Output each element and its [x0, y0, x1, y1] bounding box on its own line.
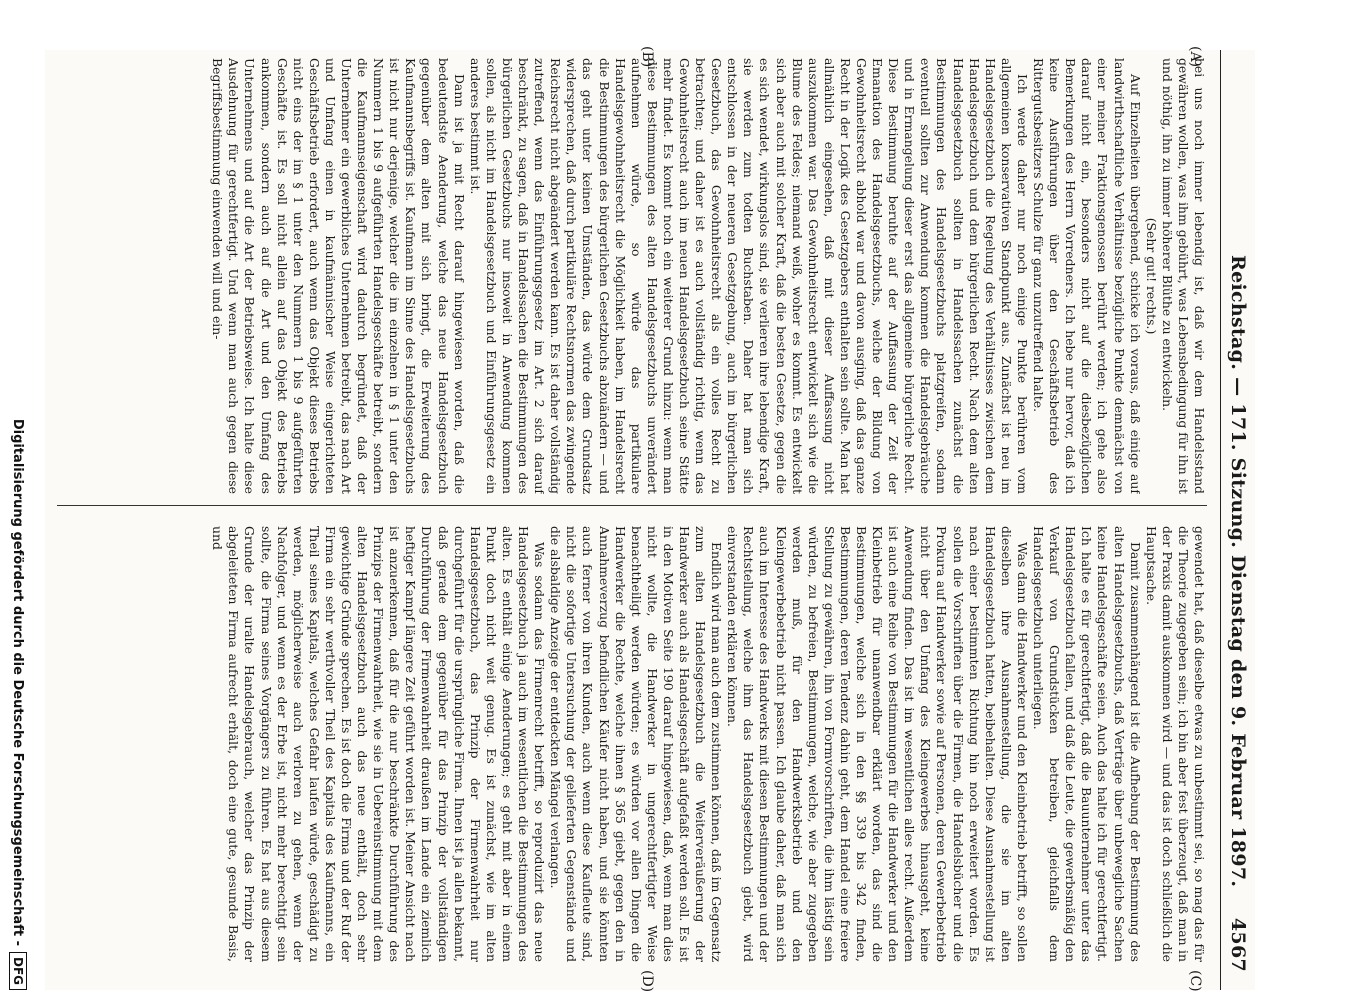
interjection: (Sehr gut! rechts.) [1143, 217, 1159, 335]
paragraph: Ich werde daher nur noch einige Punkte berühren vom allgemeinen konservativen Standpunkt aus. Zunächst ist neu im Handelsgesetzbuch die Regelung des Verhältnisses zwischen dem Handelsgesetzbuch und dem bürgerlichen Recht. Nach dem alten Handelsgesetzbuch sollten in Handelssachen zunächst die Bestimmungen des Handelsgesetzbuchs platzgreifen, sodann eventuell sollten zur Anwendung kommen die Handelsgebräuche und in Ermangelung dieser erst das allgemeine bürgerliche Recht. Diese Bestimmung beruhte auf der Auffassung der Zeit der Emanation des Handelsgesetzbuchs, welche der Bildung von Gewohnheitsrecht abhold war und davon ausging, daß das ganze Recht in der Logik des Gesetzgebers enthalten sein sollte. Man hat allmählich eingesehen, daß mit dieser Auffassung nicht auszukommen war. Das Gewohnheitsrecht entwickelt sich wie die Blume des Feldes; niemand weiß, woher es kommt. Es entwickelt sich aber auch mit solcher Kraft, daß die besten Gesetze, gegen die es sich wendet, wirkungslos sind, sie verlieren ihre lebendige Kraft, sie werden zum todten Buchstaben. Daher hat man sich entschlossen in der neueren Gesetzgebung, auch im bürgerlichen Gesetzbuch, das Gewohnheitsrecht als ein volles Recht zu betrachten; und daher ist es auch vollständig richtig, wenn das Gewohnheitsrecht auch im neuen Handelsgesetzbuch seine Stätte mehr findet. Es kommt noch ein weiterer Grund hinzu: wenn man diese Bestimmungen des alten Handelsgesetzbuchs unverändert aufnehmen würde, so würde das partikulare Handelsgewohnheitsrecht die Möglichkeit haben, im Handelsrecht die Bestimmungen des bürgerlichen Gesetzbuchs abzuändern — und das geht unter keinen Umständen, das würde dem Grundsatz widersprechen, daß durch partikuläre Rechtsnormen das zwingende Reichsrecht nicht abgeändert werden kann. Es ist daher vollständig zutreffend, wenn das Einführungsgesetz im Art. 2 sich darauf beschränkt, zu sagen, daß in Handelssachen die Bestimmungen des bürgerlichen Gesetzbuchs nur insoweit in Anwendung kommen sollen, als nicht im Handelsgesetzbuch und Einführungsgesetz ein anderes bestimmt ist. [467, 58, 1030, 494]
margin-mark-b: (B) [639, 46, 655, 68]
margin-mark-a: (A) [1187, 46, 1203, 68]
right-text-column [57, 526, 1207, 962]
rotated-page-content [45, 46, 1255, 993]
margin-mark-c: (C) [1187, 970, 1203, 992]
paragraph: Damit zusammenhängend ist die Aufhebung der Bestimmung des alten Handelsgesetzbuchs, daß Verträge über unbewegliche Sachen keine Handelsgeschäfte seien. Auch das halte ich für gerechtfertigt. Ich halte es für gerechtfertigt, daß die Bauunternehmer unter das Handelsgesetzbuch fallen, und daß die Leute, die gewerbsmäßig den Verkauf von Grundstücken betreiben, gleichfalls dem Handelsgesetzbuch unterliegen. [1031, 526, 1143, 962]
page-number: 4567 [1227, 917, 1249, 972]
column-divider [57, 505, 1207, 506]
paragraph: Was sodann das Firmenrecht betrifft, so reproduzirt das neue Handelsgesetzbuch ja auch im wesentlichen die Bestimmungen des alten. Es enthält einige Aenderungen; es geht mit aber in einem Punkt doch nicht weit genug. Es ist zunächst, wie im alten Handelsgesetzbuch, das Prinzip der Firmenwahrheit nur durchgeführt für die ursprüngliche Firma. Ihnen ist ja allen bekannt, daß gerade dem gegenüber für das Prinzip der vollständigen Durchführung der Firmenwahrheit draußen im Lande ein ziemlich heftiger Kampf längere Zeit geführt worden ist. Meiner Ansicht nach ist anzuerkennen, daß für die nur beschränkte Durchführung des Prinzips der Firmenwahrheit, wie sie in Uebereinstimmung mit dem alten Handelsgesetzbuch auch das neue enthält, doch sehr gewichtige Gründe sprechen. Es ist doch die Firma und der Ruf der Firma ein sehr werthvoller Theil des Kapitals des Kaufmanns, ein Theil seines Kapitals, welches Gefahr laufen würde, geschädigt zu werden, möglicherweise auch verloren zu gehen, wenn der Nachfolger, und wenn es der Erbe ist, nicht mehr berechtigt sein sollte, die Firma seines Vorgängers zu führen. Es hat aus diesem Grunde der uralte Handelsgebrauch, welcher das Prinzip der abgeleiteten Firma aufrecht erhält, doch eine gute, gesunde Basis, und [210, 526, 548, 962]
margin-mark-d: (D) [639, 970, 655, 993]
document-page [45, 46, 1255, 993]
dfg-logo: DFG [9, 952, 27, 990]
header-title: Reichstag. — 171. Sitzung. Dienstag den 9. Februar 1897. [1227, 255, 1249, 888]
running-header [1220, 50, 1255, 990]
paragraph: Dann ist ja mit Recht darauf hingewiesen worden, daß die bedeutendste Aenderung, welche das neue Handelsgesetzbuch gegenüber dem alten mit sich bringt, die Erweiterung des Kaufmannsbegriffs ist. Kaufmann im Sinne des Handelsgesetzbuchs ist nicht nur derjenige, welcher die im einzelnen in § 1 unter den Nummern 1 bis 9 aufgeführten Handelsgeschäfte betreibt, sondern die Kaufmannseigenschaft wird dadurch begründet, daß der Unternehmer ein gewerbliches Unternehmen betreibt, das nach Art und Umfang einen in kaufmännischer Weise eingerichteten Geschäftsbetrieb erfordert, auch wenn das Objekt dieses Betriebs nicht eins der im § 1 unter den Nummern 1 bis 9 aufgeführten Geschäfte ist. Es soll nicht allein auf das Objekt des Betriebs ankommen, sondern auch auf die Art und den Umfang des Unternehmens und auf die Art der Betriebsweise. Ich halte diese Ausdehnung für gerechtfertigt. Und wenn man auch gegen diese Begriffsbestimmung einwenden will und ein- [210, 58, 467, 494]
left-text-column [57, 58, 1207, 494]
paragraph: bei uns noch immer lebendig ist, daß wir dem Handelsstand gewähren wollen, was ihm gebührt, was Lebensbedingung für ihn ist und nöthig, ihn zu immer höherer Blüthe zu entwickeln. [1159, 58, 1207, 494]
paragraph: gewendet hat, daß dieselbe etwas zu unbestimmt sei, so mag das für die Theorie zugegeben sein; ich bin aber fest überzeugt, daß man in der Praxis damit auskommen wird — und das ist doch schließlich die Hauptsache. [1143, 526, 1207, 962]
credit-text: Digitalisierung gefördert durch die Deutsche Forschungsgemeinschaft - [10, 418, 26, 946]
paragraph: Endlich wird man auch dem zustimmen können, daß im Gegensatz zum alten Handelsgesetzbuch die Weiterveräußerung der Handwerker auch als Handelsgeschäft aufgefaßt werden soll. Es ist in den Motiven Seite 190 darauf hingewiesen, daß, wenn man dies nicht wollte, die Handwerker in ungerechtfertigter Weise benachtheiligt werden würden; es würden vor allen Dingen die Handwerker die Rechte, welche ihnen § 365 giebt, gegen den in Annahmeverzug befindlichen Käufer nicht haben, und sie könnten auch ferner von ihren Kunden, auch wenn diese Kaufleute sind, nicht die sofortige Untersuchung der gelieferten Gegenstände und die alsbaldige Anzeige der entdeckten Mängel verlangen. [548, 526, 725, 962]
paragraph: Was dann die Handwerker und den Kleinbetrieb betrifft, so sollen dieselben ihre Ausnahmestellung, die sie im alten Handelsgesetzbuch hatten, beibehalten. Diese Ausnahmestellung ist nach einer bestimmten Richtung hin noch erweitert worden. Es sollen die Vorschriften über die Firmen, die Handelsbücher und die Prokura auf Handwerker sowie auf Personen, deren Gewerbebetrieb nicht über den Umfang des Kleingewerbes hinausgeht, keine Anwendung finden. Das ist im wesentlichen alles recht. Außerdem ist auch eine Reihe von Bestimmungen für die Handwerker und den Kleinbetrieb für unanwendbar erklärt worden, das sind die Bestimmungen, welche sich in den §§ 339 bis 342 finden, Bestimmungen, deren Tendenz dahin geht, dem Handel eine freiere Stellung zu gewähren, ihn von Formvorschriften, die ihm lästig sein würden, zu befreien, Bestimmungen, welche, wie aber zugegeben werden muß, für den Handwerksbetrieb und den Kleingewerbebetrieb nicht passen. Ich glaube daher, daß man sich auch im Interesse des Handwerks mit diesen Bestimmungen und der Rechtstellung, welche ihm das Handelsgesetzbuch giebt, wird einverstanden erklären können. [725, 526, 1030, 962]
paragraph: Auf Einzelheiten übergehend, schicke ich voraus, daß einige auf landwirthschaftliche Verhältnisse bezügliche Punkte demnächst von einer meiner Fraktionsgenossen berührt werden; ich gehe also darauf nicht ein, besonders nicht auf die diesbezüglichen Bemerkungen des Herrn Vorredners. Ich hebe nur hervor, daß ich keine Ausführungen über den Geschäftsbetrieb des Rittergutsbesitzers Schulze für ganz unzutreffend halte. [1031, 58, 1143, 494]
digitization-credit [4, 120, 40, 990]
